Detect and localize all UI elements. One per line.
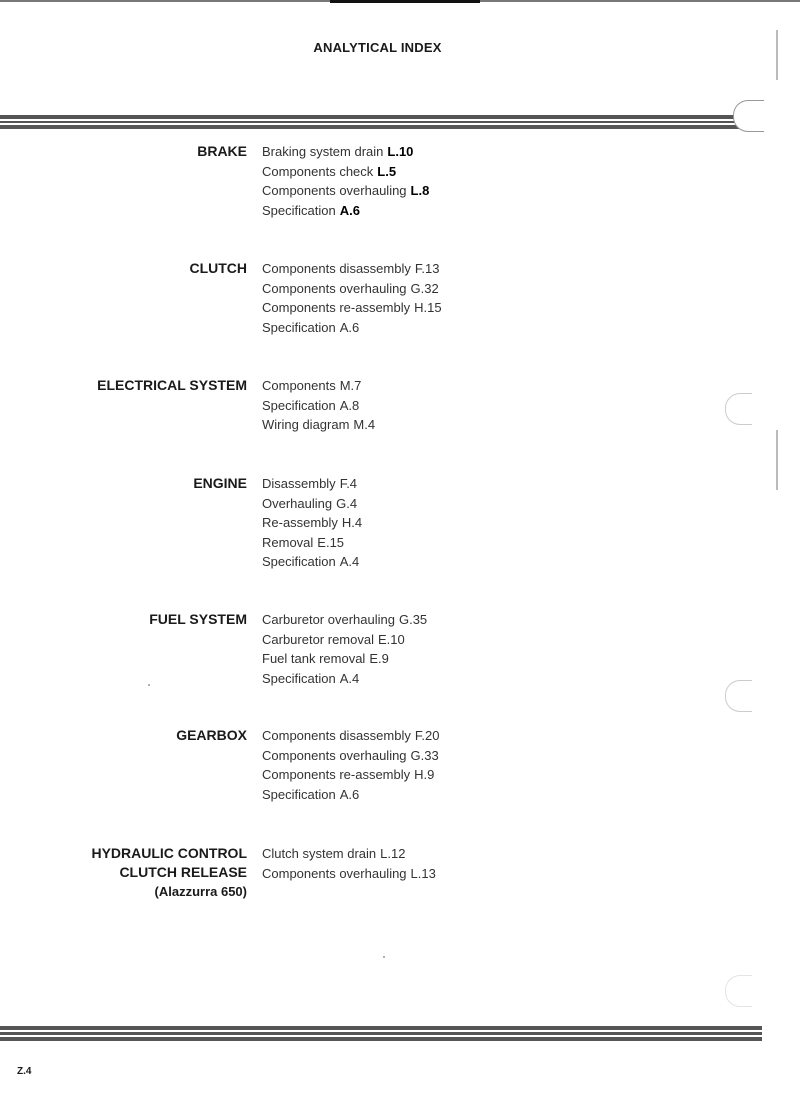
entry-text: Components re-assembly: [262, 300, 411, 316]
entry-page-ref: E.15: [317, 534, 345, 550]
entry-page-ref: H.15: [414, 300, 442, 316]
index-entry: [262, 142, 429, 162]
entry-page-ref: L.13: [410, 865, 436, 881]
entry-text: Fuel tank removal: [262, 651, 366, 667]
entry-page-ref: E.9: [369, 651, 389, 667]
index-entry: [262, 162, 429, 182]
index-entry: [262, 844, 436, 864]
header-rule: [0, 115, 762, 129]
entry-text: Components check: [262, 163, 374, 179]
entry-page-ref: F.13: [414, 261, 440, 276]
entry-text: Clutch system drain: [262, 846, 377, 861]
section-title-line: ELECTRICAL SYSTEM: [97, 377, 247, 393]
entry-page-ref: L.10: [387, 144, 414, 159]
section-title: [0, 610, 262, 688]
entry-list: [262, 259, 442, 337]
entry-text: Braking system drain: [262, 144, 384, 159]
section-title: [0, 474, 262, 572]
index-entry: [262, 630, 427, 650]
section-title: [0, 726, 262, 804]
edge-mark: [776, 430, 778, 490]
entry-text: Components disassembly: [262, 261, 411, 276]
index-entry: [262, 765, 439, 785]
entry-text: Components disassembly: [262, 728, 411, 743]
index-entry: [262, 864, 436, 884]
entry-page-ref: L.12: [380, 846, 406, 861]
entry-page-ref: A.4: [339, 670, 360, 686]
entry-page-ref: G.33: [410, 747, 439, 763]
entry-page-ref: A.6: [339, 786, 360, 802]
index-entry: [262, 552, 362, 572]
entry-text: Removal: [262, 534, 314, 550]
index-entry: [262, 396, 375, 416]
entry-text: Overhauling: [262, 495, 333, 511]
binder-hole: [733, 100, 764, 132]
scan-speck: [383, 956, 385, 958]
section-title-line: CLUTCH: [189, 260, 247, 276]
binder-hole: [725, 975, 752, 1007]
entry-list: [262, 142, 429, 220]
footer-rule: [0, 1026, 762, 1042]
section-title-line: CLUTCH RELEASE: [119, 864, 247, 880]
entry-page-ref: G.32: [410, 280, 439, 296]
index-entry: [262, 376, 375, 396]
entry-page-ref: L.5: [377, 163, 397, 179]
index-section: [0, 844, 760, 901]
index-entry: [262, 746, 439, 766]
entry-text: Components: [262, 378, 336, 393]
index-entry: [262, 415, 375, 435]
entry-text: Components overhauling: [262, 280, 407, 296]
index-entry: [262, 649, 427, 669]
entry-text: Re-assembly: [262, 515, 338, 531]
entry-text: Specification: [262, 554, 336, 570]
index-section: [0, 474, 760, 572]
entry-page-ref: F.4: [339, 476, 358, 491]
page-top-edge-shadow: [330, 0, 480, 3]
entry-text: Carburetor removal: [262, 631, 374, 647]
entry-text: Specification: [262, 202, 336, 218]
index-entry: [262, 318, 442, 338]
entry-page-ref: H.4: [341, 515, 363, 531]
entry-text: Specification: [262, 319, 336, 335]
section-title: [0, 259, 262, 337]
index-entry: [262, 494, 362, 514]
index-entry: [262, 726, 439, 746]
index-entry: [262, 533, 362, 553]
section-title-line: ENGINE: [193, 475, 247, 491]
entry-text: Specification: [262, 397, 336, 413]
section-title-line: GEARBOX: [176, 727, 247, 743]
entry-page-ref: F.20: [414, 728, 440, 743]
index-section: [0, 142, 760, 220]
entry-text: Components overhauling: [262, 747, 407, 763]
index-entry: [262, 298, 442, 318]
index-section: [0, 726, 760, 804]
entry-page-ref: E.10: [378, 631, 405, 647]
entry-text: Carburetor overhauling: [262, 612, 395, 627]
index-entry: [262, 669, 427, 689]
entry-page-ref: A.6: [339, 202, 360, 218]
index-entry: [262, 513, 362, 533]
entry-page-ref: A.4: [339, 554, 360, 570]
entry-page-ref: G.35: [398, 612, 428, 627]
index-entry: [262, 201, 429, 221]
index-entry: [262, 610, 427, 630]
section-title: [0, 142, 262, 220]
section-title-line: (Alazzurra 650): [154, 884, 247, 899]
entry-list: [262, 376, 375, 435]
section-title-line: FUEL SYSTEM: [149, 611, 247, 627]
page-number: Z.4: [17, 1066, 32, 1077]
section-title: [0, 376, 262, 435]
section-title: [0, 844, 262, 901]
entry-page-ref: L.8: [410, 183, 430, 199]
entry-list: [262, 726, 439, 804]
section-title-line: HYDRAULIC CONTROL: [91, 845, 247, 861]
entry-page-ref: A.8: [339, 397, 360, 413]
entry-page-ref: G.4: [336, 495, 358, 511]
entry-text: Components re-assembly: [262, 767, 411, 783]
entry-list: [262, 844, 436, 901]
index-entry: [262, 474, 362, 494]
index-entry: [262, 259, 442, 279]
entry-text: Disassembly: [262, 476, 336, 491]
section-title-line: BRAKE: [197, 143, 247, 159]
index-entry: [262, 279, 442, 299]
index-entry: [262, 181, 429, 201]
entry-page-ref: H.9: [414, 767, 435, 783]
entry-page-ref: M.7: [339, 378, 362, 393]
edge-mark: [776, 30, 778, 80]
entry-list: [262, 474, 362, 572]
entry-page-ref: A.6: [339, 319, 360, 335]
index-section: [0, 376, 760, 435]
index-section: [0, 259, 760, 337]
entry-page-ref: M.4: [353, 417, 376, 433]
index-entry: [262, 785, 439, 805]
entry-text: Specification: [262, 786, 336, 802]
entry-text: Specification: [262, 670, 336, 686]
entry-list: [262, 610, 427, 688]
page-title: ANALYTICAL INDEX: [313, 40, 442, 55]
entry-text: Wiring diagram: [262, 417, 350, 433]
index-section: [0, 610, 760, 688]
entry-text: Components overhauling: [262, 183, 407, 199]
entry-text: Components overhauling: [262, 865, 407, 881]
